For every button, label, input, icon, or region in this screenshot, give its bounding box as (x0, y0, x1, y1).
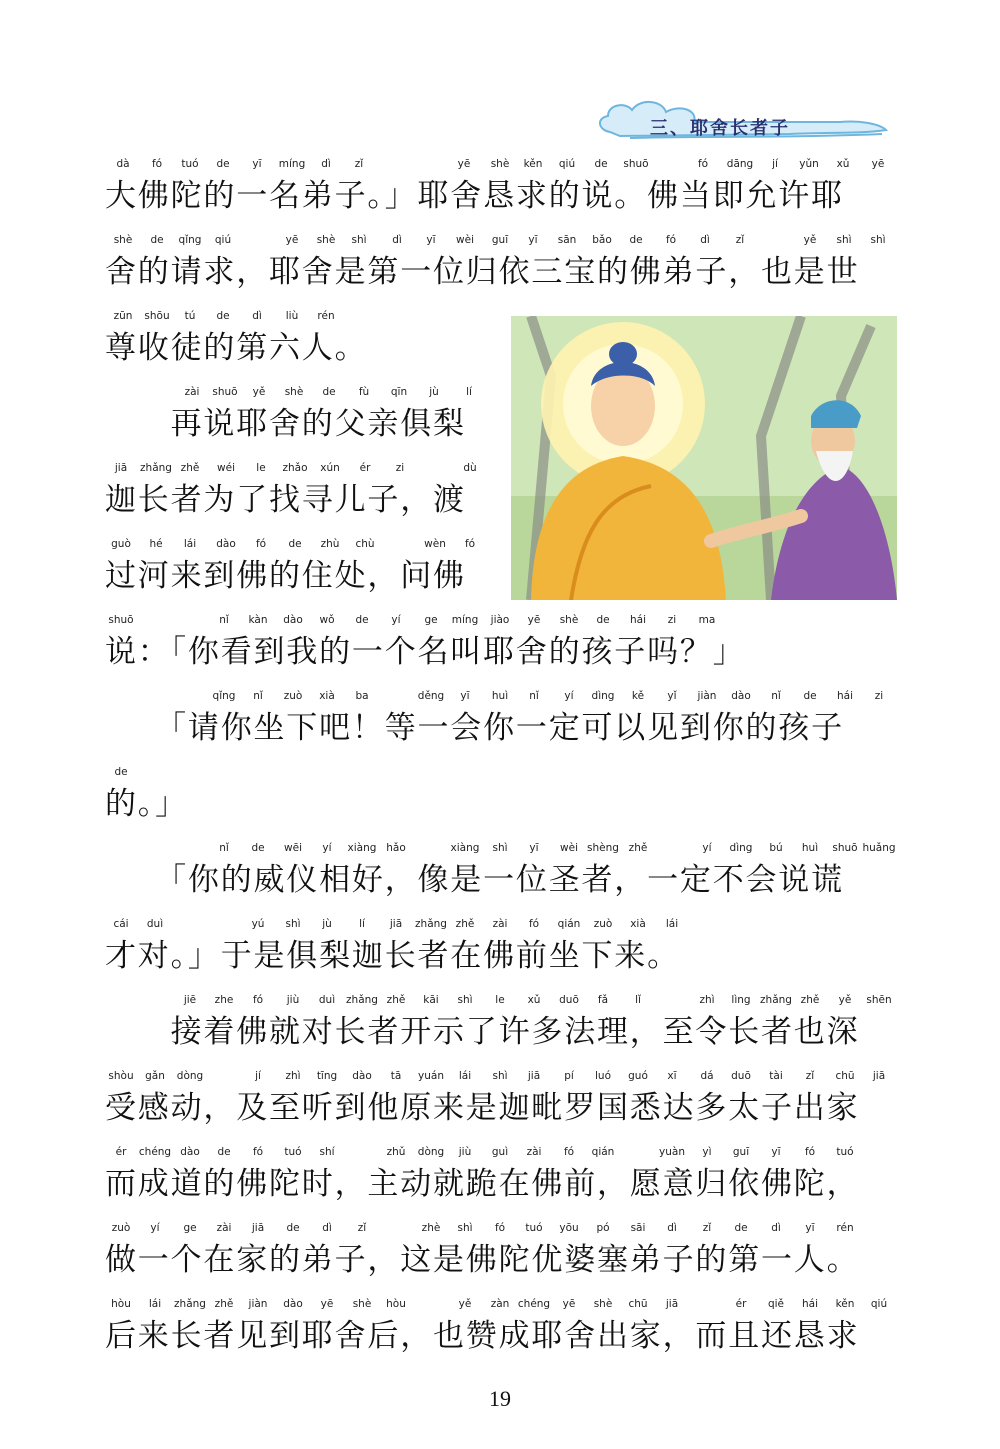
pinyin-syllable: shì (457, 1222, 473, 1234)
pinyin-row (0, 842, 1000, 862)
chinese-text: 接着佛就对长者开示了许多法理，至令长者也深 (105, 1014, 860, 1050)
pinyin-syllable: yuàn (659, 1146, 685, 1158)
pinyin-syllable: de (355, 614, 369, 626)
pinyin-syllable: yī (426, 234, 436, 246)
pinyin-syllable: tuó (284, 1146, 302, 1158)
pinyin-syllable: ér (359, 462, 371, 474)
pinyin-syllable: xià (630, 918, 646, 930)
pinyin-syllable: zhě (214, 1298, 234, 1310)
chinese-text: 再说耶舍的父亲俱梨 (105, 406, 466, 442)
pinyin-syllable: guó (628, 1070, 648, 1082)
text-line (0, 1222, 1000, 1282)
pinyin-syllable: yī (529, 842, 539, 854)
pinyin-syllable: jí (255, 1070, 261, 1082)
pinyin-syllable: shuō (832, 842, 858, 854)
pinyin-syllable: de (216, 310, 230, 322)
pinyin-syllable: zuò (593, 918, 613, 930)
pinyin-syllable: guò (111, 538, 131, 550)
pinyin-syllable: kāi (423, 994, 439, 1006)
pinyin-syllable: chū (628, 1298, 648, 1310)
pinyin-syllable: tuó (836, 1146, 854, 1158)
pinyin-syllable: dāng (726, 158, 754, 170)
pinyin-syllable: de (734, 1222, 748, 1234)
pinyin-syllable: ér (735, 1298, 747, 1310)
pinyin-syllable: qiú (870, 1298, 888, 1310)
pinyin-syllable: de (216, 158, 230, 170)
pinyin-syllable: yì (702, 1146, 712, 1158)
pinyin-syllable: rén (317, 310, 335, 322)
pinyin-syllable: sāi (630, 1222, 646, 1234)
pinyin-row (0, 1298, 1000, 1318)
pinyin-syllable: yōu (559, 1222, 579, 1234)
pinyin-syllable: de (150, 234, 164, 246)
pinyin-syllable: zhǔ (386, 1146, 406, 1158)
pinyin-syllable: shì (285, 918, 301, 930)
pinyin-syllable: cái (113, 918, 129, 930)
pinyin-syllable: shì (492, 842, 508, 854)
chinese-text: 做一个在家的弟子，这是佛陀优婆塞弟子的第一人。 (105, 1242, 860, 1278)
pinyin-syllable: de (286, 1222, 300, 1234)
pinyin-syllable: de (251, 842, 265, 854)
text-line (0, 918, 1000, 978)
chinese-text: 尊收徒的第六人。 (105, 330, 368, 366)
pinyin-syllable: zhǎng (346, 994, 378, 1006)
pinyin-syllable: zài (216, 1222, 232, 1234)
pinyin-syllable: jiā (251, 1222, 265, 1234)
pinyin-syllable: dù (463, 462, 477, 474)
pinyin-syllable: yē (527, 614, 541, 626)
pinyin-syllable: xī (667, 1070, 677, 1082)
pinyin-syllable: fó (563, 1146, 575, 1158)
pinyin-syllable: dá (700, 1070, 714, 1082)
pinyin-syllable: hòu (386, 1298, 406, 1310)
pinyin-syllable: yē (562, 1298, 576, 1310)
pinyin-syllable: dìng (591, 690, 615, 702)
pinyin-syllable: shè (593, 1298, 613, 1310)
pinyin-syllable: hé (149, 538, 163, 550)
pinyin-syllable: guì (491, 1146, 509, 1158)
pinyin-row (0, 690, 1000, 710)
pinyin-syllable: fó (151, 158, 163, 170)
pinyin-syllable: zhě (386, 994, 406, 1006)
pinyin-syllable: lǐ (635, 994, 641, 1006)
pinyin-syllable: dào (180, 1146, 200, 1158)
pinyin-syllable: zi (395, 462, 405, 474)
pinyin-syllable: xǔ (527, 994, 541, 1006)
pinyin-syllable: guī (491, 234, 509, 246)
pinyin-syllable: zhě (628, 842, 648, 854)
pinyin-syllable: zhǎng (174, 1298, 206, 1310)
pinyin-syllable: zǐ (357, 1222, 367, 1234)
pinyin-syllable: wèi (456, 234, 474, 246)
chinese-text: 「你的威仪相好，像是一位圣者，一定不会说谎 (105, 862, 844, 898)
text-line (0, 1070, 1000, 1130)
pinyin-syllable: jí (772, 158, 778, 170)
pinyin-syllable: zàn (490, 1298, 510, 1310)
pinyin-row (0, 1070, 1000, 1090)
pinyin-syllable: yí (391, 614, 401, 626)
chinese-text: 后来长者见到耶舍后，也赞成耶舍出家，而且还恳求 (105, 1318, 860, 1354)
pinyin-syllable: zài (526, 1146, 542, 1158)
pinyin-syllable: děng (417, 690, 445, 702)
pinyin-syllable: shí (319, 1146, 335, 1158)
pinyin-syllable: jiù (286, 994, 300, 1006)
pinyin-syllable: duō (559, 994, 579, 1006)
pinyin-syllable: ge (424, 614, 438, 626)
pinyin-syllable: qiú (558, 158, 576, 170)
chapter-title: 三、耶舍长者子 (650, 118, 790, 139)
pinyin-syllable: hái (836, 690, 854, 702)
pinyin-syllable: le (256, 462, 266, 474)
pinyin-syllable: wèi (560, 842, 578, 854)
pinyin-syllable: chū (835, 1070, 855, 1082)
pinyin-syllable: dì (322, 1222, 332, 1234)
chinese-text: 而成道的佛陀时，主动就跪在佛前，愿意归依佛陀， (105, 1166, 860, 1202)
pinyin-syllable: dòng (176, 1070, 204, 1082)
pinyin-syllable: tuó (525, 1222, 543, 1234)
pinyin-syllable: xiàng (450, 842, 480, 854)
pinyin-syllable: lái (665, 918, 679, 930)
pinyin-syllable: shuō (623, 158, 649, 170)
pinyin-syllable: huì (491, 690, 509, 702)
pinyin-syllable: qiě (767, 1298, 785, 1310)
pinyin-syllable: yī (771, 1146, 781, 1158)
pinyin-syllable: tā (390, 1070, 402, 1082)
pinyin-syllable: lái (183, 538, 197, 550)
pinyin-syllable: xún (320, 462, 340, 474)
text-line (0, 842, 1000, 902)
pinyin-syllable: wǒ (319, 614, 335, 626)
pinyin-syllable: shēn (866, 994, 892, 1006)
pinyin-syllable: shè (113, 234, 133, 246)
pinyin-syllable: zhe (214, 994, 234, 1006)
pinyin-syllable: zhǎng (140, 462, 172, 474)
pinyin-syllable: kěn (835, 1298, 855, 1310)
pinyin-syllable: chéng (517, 1298, 551, 1310)
pinyin-syllable: fó (665, 234, 677, 246)
pinyin-syllable: yǔn (799, 158, 819, 170)
pinyin-syllable: gǎn (145, 1070, 165, 1082)
pinyin-syllable: jiā (665, 1298, 679, 1310)
pinyin-syllable: nǐ (529, 690, 539, 702)
pinyin-syllable: zhù (320, 538, 340, 550)
pinyin-syllable: de (594, 158, 608, 170)
pinyin-syllable: fó (528, 918, 540, 930)
pinyin-syllable: hǎo (386, 842, 406, 854)
pinyin-syllable: fó (494, 1222, 506, 1234)
pinyin-syllable: nǐ (219, 614, 229, 626)
pinyin-syllable: de (288, 538, 302, 550)
pinyin-syllable: nǐ (771, 690, 781, 702)
pinyin-syllable: bǎo (592, 234, 612, 246)
text-line (0, 1146, 1000, 1206)
pinyin-syllable: hái (629, 614, 647, 626)
pinyin-syllable: jiù (458, 1146, 472, 1158)
pinyin-syllable: tīng (316, 1070, 338, 1082)
pinyin-syllable: duì (146, 918, 164, 930)
buddha-illustration (511, 316, 897, 600)
pinyin-syllable: nǐ (219, 842, 229, 854)
chinese-text: 迦长者为了找寻儿子，渡 (105, 482, 466, 518)
pinyin-syllable: liù (285, 310, 299, 322)
pinyin-syllable: zǐ (735, 234, 745, 246)
pinyin-syllable: shèng (587, 842, 619, 854)
pinyin-syllable: luó (595, 1070, 611, 1082)
pinyin-syllable: yú (251, 918, 265, 930)
pinyin-syllable: zhě (455, 918, 475, 930)
pinyin-syllable: dì (771, 1222, 781, 1234)
pinyin-syllable: shuō (108, 614, 134, 626)
pinyin-syllable: qǐng (178, 234, 202, 246)
pinyin-syllable: míng (278, 158, 306, 170)
pinyin-syllable: zhì (285, 1070, 301, 1082)
chinese-text: 的。」 (105, 786, 188, 822)
pinyin-syllable: dì (700, 234, 710, 246)
chinese-text: 才对。」于是俱梨迦长者在佛前坐下来。 (105, 938, 680, 974)
pinyin-syllable: xiàng (347, 842, 377, 854)
pinyin-syllable: fó (255, 538, 267, 550)
pinyin-syllable: yí (322, 842, 332, 854)
pinyin-syllable: dào (283, 1298, 303, 1310)
pinyin-row (0, 994, 1000, 1014)
pinyin-syllable: zhì (699, 994, 715, 1006)
pinyin-syllable: fó (804, 1146, 816, 1158)
pinyin-syllable: lái (458, 1070, 472, 1082)
pinyin-syllable: chéng (138, 1146, 172, 1158)
pinyin-row (0, 918, 1000, 938)
pinyin-syllable: le (495, 994, 505, 1006)
pinyin-syllable: lí (466, 386, 472, 398)
pinyin-syllable: zǐ (805, 1070, 815, 1082)
pinyin-row (0, 234, 1000, 254)
pinyin-syllable: zi (874, 690, 884, 702)
pinyin-syllable: zǐ (702, 1222, 712, 1234)
pinyin-syllable: dì (667, 1222, 677, 1234)
pinyin-syllable: shè (490, 158, 510, 170)
pinyin-syllable: hòu (111, 1298, 131, 1310)
pinyin-syllable: yí (702, 842, 712, 854)
pinyin-syllable: jiàn (248, 1298, 268, 1310)
pinyin-syllable: yī (252, 158, 262, 170)
pinyin-syllable: zhě (800, 994, 820, 1006)
pinyin-syllable: zuò (283, 690, 303, 702)
text-line (0, 158, 1000, 218)
pinyin-syllable: xǔ (836, 158, 850, 170)
pinyin-row (0, 766, 1000, 786)
pinyin-syllable: wéi (217, 462, 235, 474)
pinyin-syllable: jiàn (697, 690, 717, 702)
pinyin-syllable: guī (732, 1146, 750, 1158)
chinese-text: 大佛陀的一名弟子。」耶舍恳求的说。佛当即允许耶 (105, 178, 844, 214)
pinyin-syllable: shòu (108, 1070, 134, 1082)
pinyin-syllable: qián (591, 1146, 615, 1158)
pinyin-syllable: dào (216, 538, 236, 550)
pinyin-syllable: kěn (523, 158, 543, 170)
pinyin-syllable: tuó (181, 158, 199, 170)
pinyin-syllable: de (596, 614, 610, 626)
pinyin-syllable: zhǎng (415, 918, 447, 930)
pinyin-syllable: fó (252, 1146, 264, 1158)
pinyin-syllable: shè (284, 386, 304, 398)
pinyin-syllable: dà (116, 158, 130, 170)
pinyin-syllable: xià (319, 690, 335, 702)
pinyin-syllable: jù (429, 386, 439, 398)
pinyin-syllable: zūn (113, 310, 133, 322)
pinyin-syllable: zài (492, 918, 508, 930)
pinyin-syllable: rén (836, 1222, 854, 1234)
chinese-text: 说：「你看到我的一个名叫耶舍的孩子吗？」 (105, 634, 746, 670)
pinyin-syllable: qiú (214, 234, 232, 246)
pinyin-syllable: zi (667, 614, 677, 626)
pinyin-syllable: jiē (183, 994, 197, 1006)
pinyin-syllable: yuán (418, 1070, 444, 1082)
pinyin-syllable: fù (358, 386, 370, 398)
pinyin-syllable: wèn (424, 538, 446, 550)
pinyin-syllable: jù (322, 918, 332, 930)
text-line (0, 994, 1000, 1054)
pinyin-syllable: sān (557, 234, 577, 246)
pinyin-syllable: de (322, 386, 336, 398)
pinyin-syllable: shè (352, 1298, 372, 1310)
pinyin-syllable: bú (769, 842, 783, 854)
pinyin-syllable: qǐng (212, 690, 236, 702)
pinyin-syllable: yē (285, 234, 299, 246)
pinyin-syllable: yī (528, 234, 538, 246)
pinyin-syllable: jiā (389, 918, 403, 930)
pinyin-syllable: fó (252, 994, 264, 1006)
pinyin-syllable: de (217, 1146, 231, 1158)
pinyin-syllable: zuò (111, 1222, 131, 1234)
pinyin-syllable: pí (564, 1070, 574, 1082)
pinyin-syllable: zǐ (354, 158, 364, 170)
pinyin-row (0, 614, 1000, 634)
pinyin-syllable: de (114, 766, 128, 778)
pinyin-syllable: zhě (180, 462, 200, 474)
pinyin-syllable: dì (321, 158, 331, 170)
pinyin-row (0, 1146, 1000, 1166)
text-line (0, 614, 1000, 674)
pinyin-syllable: shè (316, 234, 336, 246)
pinyin-syllable: yě (458, 1298, 472, 1310)
chapter-header (590, 92, 890, 154)
pinyin-syllable: fó (697, 158, 709, 170)
pinyin-syllable: shè (559, 614, 579, 626)
pinyin-syllable: ge (183, 1222, 197, 1234)
pinyin-syllable: yī (805, 1222, 815, 1234)
pinyin-syllable: pó (596, 1222, 610, 1234)
pinyin-syllable: dì (252, 310, 262, 322)
pinyin-syllable: yī (460, 690, 470, 702)
pinyin-syllable: zhǎo (282, 462, 308, 474)
pinyin-syllable: lìng (731, 994, 751, 1006)
pinyin-syllable: kě (631, 690, 645, 702)
pinyin-syllable: zài (184, 386, 200, 398)
pinyin-syllable: lí (359, 918, 365, 930)
pinyin-syllable: jiā (114, 462, 128, 474)
pinyin-syllable: dào (731, 690, 751, 702)
pinyin-syllable: hái (801, 1298, 819, 1310)
pinyin-syllable: shì (870, 234, 886, 246)
pinyin-syllable: dìng (729, 842, 753, 854)
pinyin-syllable: zhǎng (760, 994, 792, 1006)
pinyin-syllable: míng (451, 614, 479, 626)
pinyin-syllable: jiā (872, 1070, 886, 1082)
text-line (0, 690, 1000, 750)
pinyin-syllable: yē (871, 158, 885, 170)
pinyin-syllable: yǐ (667, 690, 677, 702)
pinyin-syllable: dì (392, 234, 402, 246)
chinese-text: 「请你坐下吧！等一会你一定可以见到你的孩子 (105, 710, 844, 746)
pinyin-syllable: fó (464, 538, 476, 550)
pinyin-syllable: shì (457, 994, 473, 1006)
text-line (0, 234, 1000, 294)
pinyin-syllable: dòng (417, 1146, 445, 1158)
pinyin-syllable: yě (838, 994, 852, 1006)
pinyin-syllable: shōu (144, 310, 170, 322)
pinyin-syllable: jiā (527, 1070, 541, 1082)
pinyin-syllable: yě (803, 234, 817, 246)
pinyin-syllable: kàn (248, 614, 268, 626)
pinyin-syllable: yē (457, 158, 471, 170)
pinyin-syllable: de (803, 690, 817, 702)
pinyin-syllable: shuō (212, 386, 238, 398)
pinyin-syllable: duì (318, 994, 336, 1006)
pinyin-syllable: ér (115, 1146, 127, 1158)
pinyin-row (0, 1222, 1000, 1242)
pinyin-syllable: chù (355, 538, 375, 550)
chinese-text: 过河来到佛的住处，问佛 (105, 558, 466, 594)
pinyin-syllable: ma (698, 614, 716, 626)
pinyin-syllable: shì (351, 234, 367, 246)
pinyin-syllable: dào (283, 614, 303, 626)
pinyin-syllable: yí (564, 690, 574, 702)
pinyin-syllable: huǎng (862, 842, 896, 854)
pinyin-syllable: lái (148, 1298, 162, 1310)
pinyin-syllable: yí (150, 1222, 160, 1234)
pinyin-syllable: de (629, 234, 643, 246)
text-line (0, 766, 1000, 826)
pinyin-syllable: fǎ (597, 994, 609, 1006)
pinyin-syllable: huì (801, 842, 819, 854)
pinyin-syllable: shì (836, 234, 852, 246)
chinese-text: 舍的请求，耶舍是第一位归依三宝的佛弟子，也是世 (105, 254, 860, 290)
text-line (0, 1298, 1000, 1358)
pinyin-syllable: duō (731, 1070, 751, 1082)
pinyin-syllable: qián (557, 918, 581, 930)
pinyin-syllable: ba (355, 690, 369, 702)
pinyin-syllable: yě (252, 386, 266, 398)
pinyin-syllable: jiào (490, 614, 510, 626)
pinyin-syllable: dào (352, 1070, 372, 1082)
pinyin-syllable: tú (184, 310, 196, 322)
pinyin-syllable: yē (320, 1298, 334, 1310)
chinese-text: 受感动，及至听到他原来是迦毗罗国悉达多太子出家 (105, 1090, 860, 1126)
pinyin-syllable: nǐ (253, 690, 263, 702)
pinyin-row (0, 158, 1000, 178)
pinyin-syllable: wēi (284, 842, 302, 854)
page-number: 19 (489, 1386, 511, 1411)
pinyin-syllable: shì (492, 1070, 508, 1082)
pinyin-syllable: tài (769, 1070, 783, 1082)
pinyin-syllable: zhè (421, 1222, 441, 1234)
pinyin-syllable: qīn (390, 386, 408, 398)
